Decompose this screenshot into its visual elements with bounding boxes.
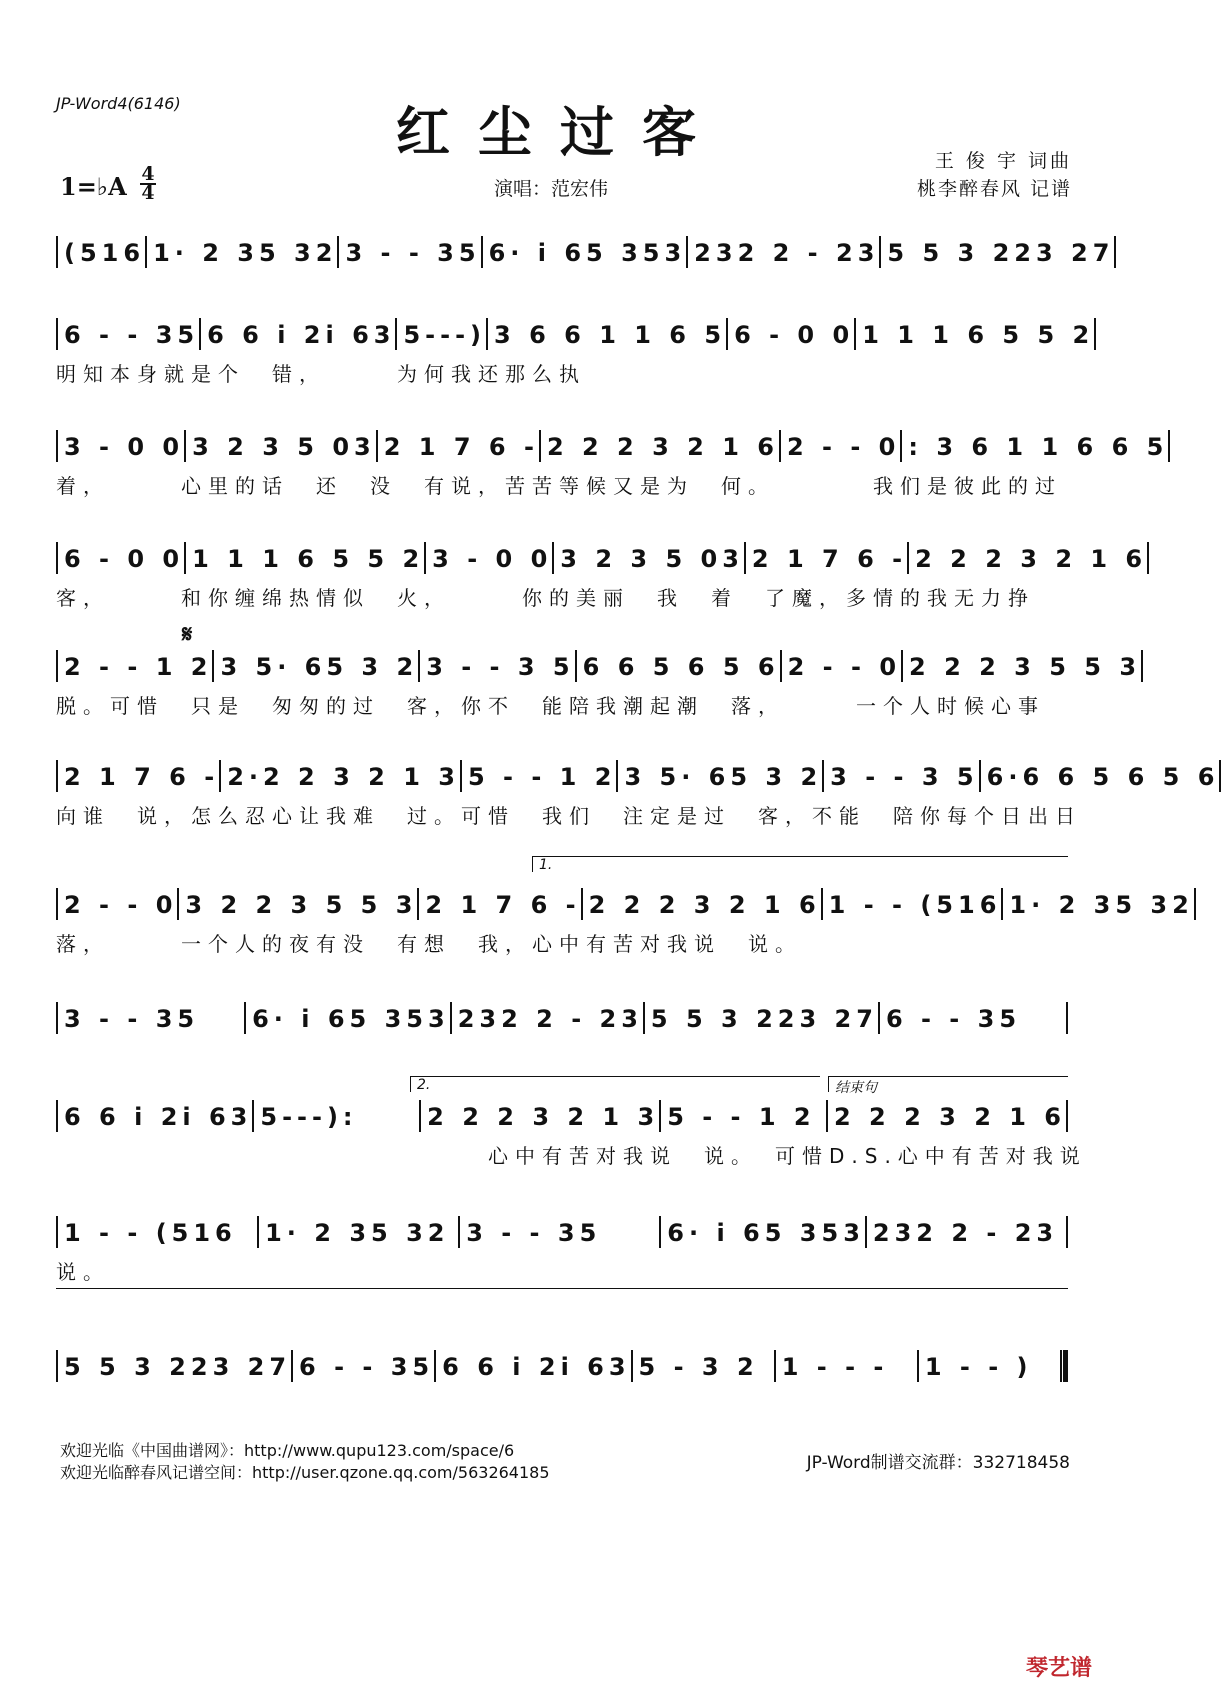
measure: 6·6 6 5 6 5 6: [986, 763, 1220, 791]
measure: 5 - - 1 2: [467, 763, 617, 791]
measure: 6· i 65 353: [252, 1005, 450, 1033]
volta-first: 1.: [532, 856, 1068, 872]
site-logo: 琴艺谱: [1025, 1656, 1092, 1681]
measure: 2 2 2 3 2 1 6: [546, 433, 779, 461]
scribe: 桃李醉春风 记谱: [916, 178, 1072, 200]
measure: 2 2 2 3 2 1 6: [833, 1103, 1066, 1131]
measure: 1· 2 35 32: [1009, 891, 1194, 919]
measure: 1 - - (516: [828, 891, 1002, 919]
measure: 1· 2 35 32: [153, 239, 338, 267]
staff-line: [56, 884, 1194, 920]
lyrics-line: 心中有苦对我说 说。 可惜D.S.心中有苦对我说: [56, 1144, 1087, 1168]
time-signature: [140, 163, 156, 204]
footer-link-1: 欢迎光临《中国曲谱网》：http://www.qupu123.com/space/6: [60, 1441, 515, 1460]
measure: (516: [64, 239, 146, 267]
measure: 2 1 7 6 -: [383, 433, 539, 461]
staff-line: [56, 314, 1095, 350]
measure: 6 - 0 0: [734, 321, 855, 349]
measure: 6 6 i 2i 63: [207, 321, 396, 349]
staff-line: [56, 426, 1169, 462]
measure: 5---): [403, 321, 487, 349]
lyrics-line: 明知本身就是个 错， 为何我还那么执: [56, 362, 586, 386]
measure: 6· i 65 353: [667, 1219, 865, 1247]
lyrics-line: 客， 和你缠绵热情似 火， 你的美丽 我 着 了魔，多情的我无力挣: [56, 586, 1035, 610]
staff-line: [56, 1212, 1068, 1248]
lyrics-line: 说。: [56, 1260, 110, 1284]
coda-label: 结束句: [828, 1076, 1068, 1092]
song-title: 红尘过客: [396, 100, 724, 164]
measure: 5 5 3 223 27: [650, 1005, 878, 1033]
measure: 3 2 3 5 03: [560, 545, 744, 573]
staff-line: [56, 998, 1068, 1034]
lyrics-line: 脱。可惜 只是 匆匆的过 客，你不 能陪我潮起潮 落， 一个人时候心事: [56, 694, 1045, 718]
composer: 王 俊 宇 词曲: [934, 150, 1072, 172]
measure: 6 - 0 0: [64, 545, 185, 573]
measure: 6 6 5 6 5 6: [582, 653, 780, 681]
final-line-rule: [56, 1288, 1068, 1289]
staff-line: [56, 1346, 1068, 1382]
measure: 3 - - 35: [345, 239, 481, 267]
time-top: 4: [141, 163, 155, 185]
lyrics-line: 着， 心里的话 还 没 有说，苦苦等候又是为 何。 我们是彼此的过: [56, 474, 1062, 498]
measure: 2 2 2 3 2 1 3: [427, 1103, 660, 1131]
segno-sign: 𝄋: [182, 620, 193, 648]
measure: 3 6 6 1 1 6 5: [494, 321, 727, 349]
measure: 3 5· 65 3 2: [624, 763, 823, 791]
lyrics-line: 落， 一个人的夜有没 有想 我，心中有苦对我说 说。: [56, 932, 802, 956]
measure: : 3 6 1 1 6 6 5: [908, 433, 1169, 461]
measure: 5 5 3 223 27: [64, 1353, 292, 1381]
measure: 2 - - 0: [786, 433, 901, 461]
measure: 6 6 i 2i 63: [442, 1353, 631, 1381]
time-bottom: 4: [141, 182, 155, 204]
measure: 3 - - 35: [64, 1005, 200, 1033]
footer-group: JP-Word制谱交流群：332718458: [806, 1453, 1070, 1473]
measure: 6· i 65 353: [488, 239, 687, 267]
measure: 2 - - 0: [787, 653, 902, 681]
measure: 3 - 0 0: [432, 545, 553, 573]
measure: 2 - - 0: [64, 891, 178, 919]
measure: 5 - - 1 2: [667, 1103, 816, 1131]
measure: 6 - - 35: [64, 321, 200, 349]
measure: 5---):: [260, 1103, 358, 1131]
staff-line: [56, 538, 1148, 574]
staff-line: [56, 646, 1142, 682]
measure: 2 1 7 6 -: [425, 891, 581, 919]
volta-second: 2.: [410, 1076, 820, 1092]
measure: 3 2 3 5 03: [192, 433, 376, 461]
measure: 3 2 2 3 5 5 3: [185, 891, 418, 919]
staff-line: [56, 232, 1115, 268]
measure: 2 2 2 3 2 1 6: [588, 891, 821, 919]
staff-line: [56, 1096, 1068, 1132]
version-label: JP-Word4(6146): [56, 94, 181, 113]
measure: 3 - 0 0: [64, 433, 185, 461]
measure: 3 - - 35: [466, 1219, 602, 1247]
measure: 2 2 2 3 5 5 3: [909, 653, 1142, 681]
measure: 1 1 1 6 5 5 2: [862, 321, 1095, 349]
key-signature: 1=♭A: [60, 172, 127, 201]
measure: 2 - - 1 2: [64, 653, 213, 681]
measure: 2 1 7 6 -: [751, 545, 908, 573]
measure: 3 - - 3 5: [830, 763, 979, 791]
measure: 232 2 - 23: [694, 239, 880, 267]
measure: 5 5 3 223 27: [887, 239, 1115, 267]
measure: 1 - - (516: [64, 1219, 237, 1247]
footer-link-2: 欢迎光临醉春风记谱空间：http://user.qzone.qq.com/563264185: [60, 1463, 550, 1482]
staff-line: [56, 756, 1220, 792]
measure: 2·2 2 3 2 1 3: [227, 763, 460, 791]
measure: 2 2 2 3 2 1 6: [915, 545, 1148, 573]
measure: 2 1 7 6 -: [64, 763, 220, 791]
measure: 5 - 3 2: [638, 1353, 759, 1381]
measure: 232 2 - 23: [872, 1219, 1059, 1247]
measure: 1· 2 35 32: [265, 1219, 450, 1247]
measure: 3 5· 65 3 2: [220, 653, 419, 681]
measure: 1 1 1 6 5 5 2: [192, 545, 425, 573]
singer: 演唱：范宏伟: [494, 178, 609, 200]
measure: 6 - - 35: [885, 1005, 1022, 1033]
measure: 1 - - -: [781, 1353, 889, 1381]
measure: 6 6 i 2i 63: [64, 1103, 253, 1131]
measure: 3 - - 3 5: [426, 653, 575, 681]
measure: 232 2 - 23: [457, 1005, 643, 1033]
measure: 1 - - ): [924, 1353, 1033, 1381]
measure: 6 - - 35: [299, 1353, 435, 1381]
lyrics-line: 向谁 说，怎么忍心让我难 过。可惜 我们 注定是过 客，不能 陪你每个日出日: [56, 804, 1082, 828]
